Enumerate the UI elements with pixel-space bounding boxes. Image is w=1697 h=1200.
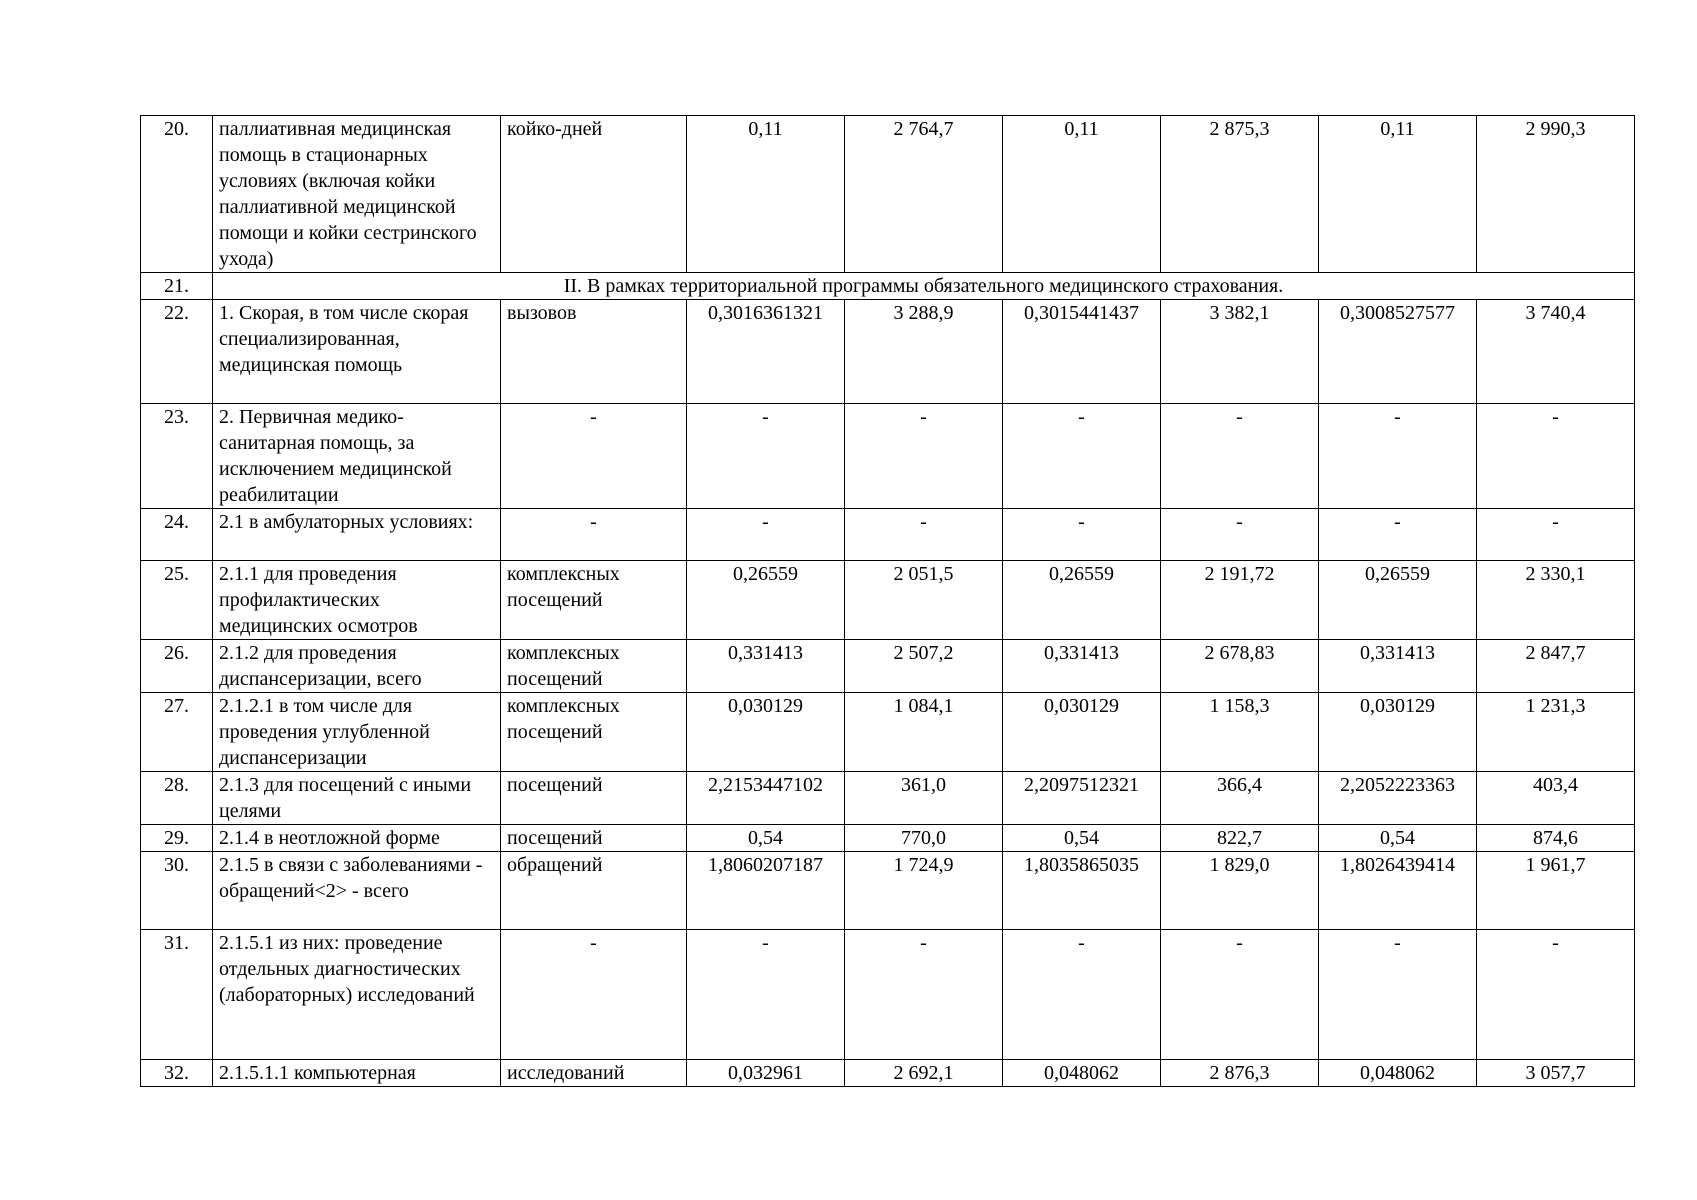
table-row [141,404,1635,509]
table-row [141,1060,1635,1087]
value-cell: 0,26559 [687,561,845,640]
unit: исследований [501,1060,687,1087]
care-type: 2.1.5.1 из них: проведение отдельных диагностических (лабораторных) исследований [213,930,501,1060]
value-cell: - [1003,930,1161,1060]
table-row [141,509,1635,561]
value-cell: 0,26559 [1319,561,1477,640]
unit: - [501,930,687,1060]
value-cell: 1 961,7 [1477,852,1635,930]
value-cell: 0,032961 [687,1060,845,1087]
value-cell: 2 764,7 [845,116,1003,273]
value-cell: 2 847,7 [1477,640,1635,693]
value-cell: 0,11 [1319,116,1477,273]
care-type: 2.1.5 в связи с заболеваниями - обращений<2> - всего [213,852,501,930]
value-cell: 822,7 [1161,825,1319,852]
value-cell: 1 829,0 [1161,852,1319,930]
unit: комплексных посещений [501,561,687,640]
value-cell: 0,26559 [1003,561,1161,640]
value-cell: 0,54 [687,825,845,852]
table-row [141,930,1635,1060]
care-type: 2.1.2.1 в том числе для проведения углубленной диспансеризации [213,693,501,772]
value-cell: 0,331413 [1319,640,1477,693]
value-cell: 0,048062 [1319,1060,1477,1087]
value-cell: 2 692,1 [845,1060,1003,1087]
value-cell: 361,0 [845,772,1003,825]
care-type: 1. Скорая, в том числе скорая специализированная, медицинская помощь [213,300,501,404]
row-number: 29. [141,825,213,852]
value-cell: 2 051,5 [845,561,1003,640]
care-type: 2.1.4 в неотложной форме [213,825,501,852]
value-cell: - [1477,930,1635,1060]
value-cell: 2,2097512321 [1003,772,1161,825]
row-number: 22. [141,300,213,404]
row-number: 31. [141,930,213,1060]
value-cell: - [1161,509,1319,561]
value-cell: 1 724,9 [845,852,1003,930]
value-cell: 2 875,3 [1161,116,1319,273]
table-row [141,693,1635,772]
unit: койко-дней [501,116,687,273]
unit: комплексных посещений [501,640,687,693]
value-cell: 0,030129 [1319,693,1477,772]
care-type: 2.1.5.1.1 компьютерная [213,1060,501,1087]
unit: посещений [501,825,687,852]
value-cell: - [687,404,845,509]
row-number: 20. [141,116,213,273]
value-cell: 2,2153447102 [687,772,845,825]
value-cell: 2 678,83 [1161,640,1319,693]
table-row [141,640,1635,693]
value-cell: 403,4 [1477,772,1635,825]
value-cell: - [1161,404,1319,509]
value-cell: 3 288,9 [845,300,1003,404]
row-number: 24. [141,509,213,561]
care-type: 2. Первичная медико-санитарная помощь, за исключением медицинской реабилитации [213,404,501,509]
table-row [141,772,1635,825]
row-number: 25. [141,561,213,640]
section-row [141,273,1635,300]
care-type: 2.1.1 для проведения профилактических медицинских осмотров [213,561,501,640]
unit: обращений [501,852,687,930]
value-cell: - [1477,509,1635,561]
value-cell: - [1003,404,1161,509]
row-number: 23. [141,404,213,509]
row-number: 32. [141,1060,213,1087]
value-cell: 3 740,4 [1477,300,1635,404]
value-cell: - [1003,509,1161,561]
value-cell: 0,030129 [1003,693,1161,772]
value-cell: 2 191,72 [1161,561,1319,640]
value-cell: 0,54 [1319,825,1477,852]
care-type: паллиативная медицинская помощь в стационарных условиях (включая койки паллиативной медицинской помощи и койки сестринского ухода) [213,116,501,273]
care-type: 2.1 в амбулаторных условиях: [213,509,501,561]
value-cell: 770,0 [845,825,1003,852]
medical-care-table [140,115,1635,1087]
table-row [141,852,1635,930]
value-cell: 1 084,1 [845,693,1003,772]
value-cell: - [845,404,1003,509]
value-cell: 2 990,3 [1477,116,1635,273]
value-cell: - [1319,930,1477,1060]
value-cell: - [687,509,845,561]
table-row [141,825,1635,852]
value-cell: 0,030129 [687,693,845,772]
value-cell: 0,54 [1003,825,1161,852]
table-row [141,116,1635,273]
value-cell: - [1477,404,1635,509]
value-cell: 1,8026439414 [1319,852,1477,930]
value-cell: 1 158,3 [1161,693,1319,772]
value-cell: - [1161,930,1319,1060]
value-cell: 2 330,1 [1477,561,1635,640]
row-number: 28. [141,772,213,825]
value-cell: 366,4 [1161,772,1319,825]
care-type: 2.1.3 для посещений с иными целями [213,772,501,825]
value-cell: 2,2052223363 [1319,772,1477,825]
value-cell: 0,11 [1003,116,1161,273]
value-cell: - [687,930,845,1060]
row-number: 21. [141,273,213,300]
value-cell: - [845,509,1003,561]
value-cell: - [845,930,1003,1060]
care-type: 2.1.2 для проведения диспансеризации, всего [213,640,501,693]
row-number: 27. [141,693,213,772]
section-heading: II. В рамках территориальной программы обязательного медицинского страхования. [213,273,1635,300]
value-cell: - [1319,509,1477,561]
unit: комплексных посещений [501,693,687,772]
value-cell: 1,8035865035 [1003,852,1161,930]
value-cell: 0,3016361321 [687,300,845,404]
value-cell: 0,3015441437 [1003,300,1161,404]
value-cell: 0,331413 [1003,640,1161,693]
value-cell: - [1319,404,1477,509]
table-row [141,300,1635,404]
value-cell: 0,048062 [1003,1060,1161,1087]
value-cell: 0,11 [687,116,845,273]
value-cell: 3 057,7 [1477,1060,1635,1087]
value-cell: 0,3008527577 [1319,300,1477,404]
unit: вызовов [501,300,687,404]
unit: посещений [501,772,687,825]
value-cell: 2 507,2 [845,640,1003,693]
table-row [141,561,1635,640]
value-cell: 2 876,3 [1161,1060,1319,1087]
value-cell: 1,8060207187 [687,852,845,930]
value-cell: 1 231,3 [1477,693,1635,772]
row-number: 30. [141,852,213,930]
row-number: 26. [141,640,213,693]
value-cell: 874,6 [1477,825,1635,852]
value-cell: 3 382,1 [1161,300,1319,404]
unit: - [501,404,687,509]
unit: - [501,509,687,561]
value-cell: 0,331413 [687,640,845,693]
